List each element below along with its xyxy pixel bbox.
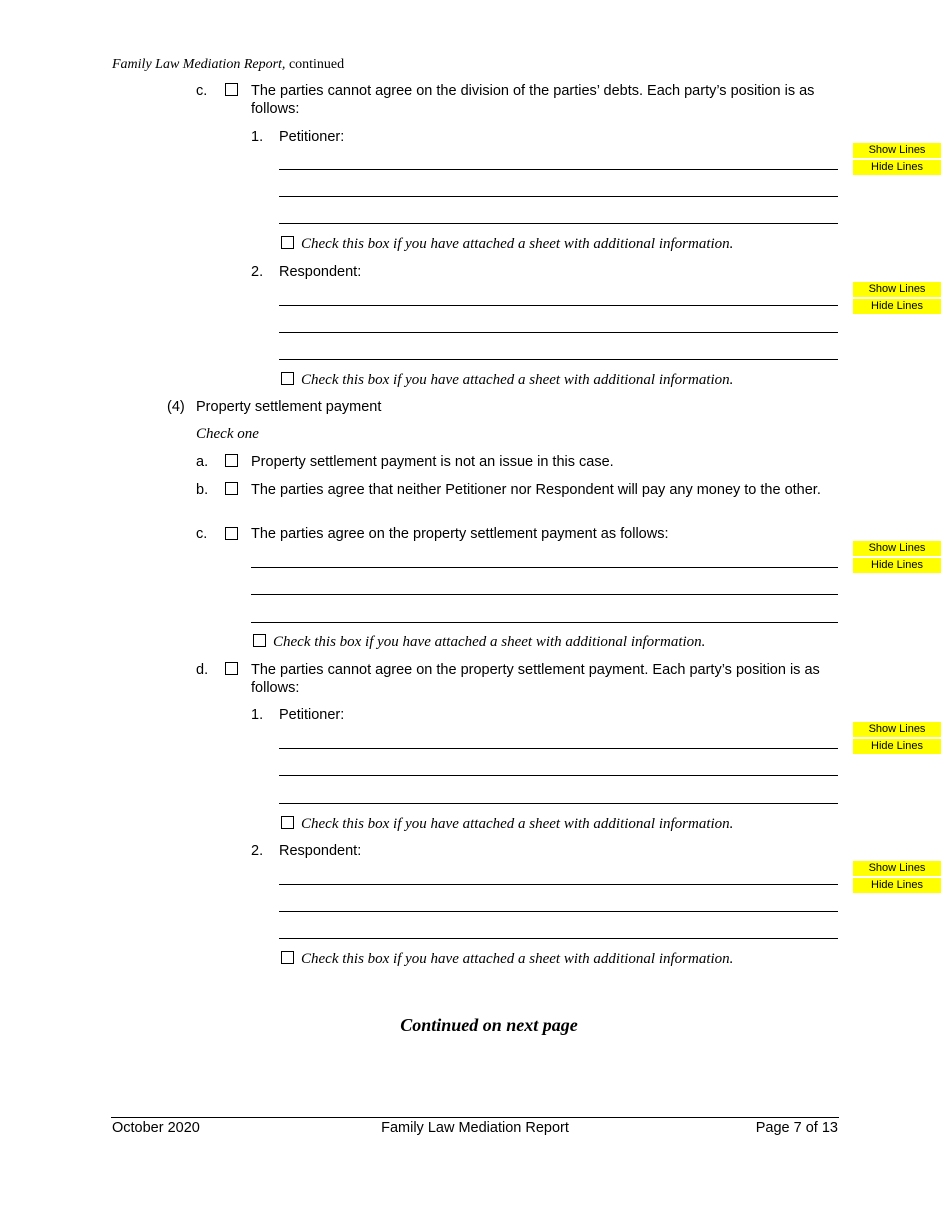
show-lines-button[interactable]: Show Lines: [853, 541, 941, 556]
payment-disagree-text: The parties cannot agree on the property settlement payment. Each party’s position is as follows:: [251, 662, 820, 696]
attach-checkbox[interactable]: [253, 634, 266, 647]
not-an-issue-checkbox[interactable]: [225, 454, 238, 467]
not-an-issue-text: Property settlement payment is not an issue in this case.: [251, 454, 614, 470]
hide-lines-button[interactable]: Hide Lines: [853, 739, 941, 754]
hide-lines-button[interactable]: Hide Lines: [853, 878, 941, 893]
petitioner-answer-line[interactable]: [279, 775, 838, 776]
debts-disagree-checkbox[interactable]: [225, 83, 238, 96]
petitioner-answer-line[interactable]: [279, 169, 838, 170]
hide-lines-button[interactable]: Hide Lines: [853, 160, 941, 175]
respondent-number: 2.: [251, 843, 264, 859]
petitioner-answer-line[interactable]: [279, 748, 838, 749]
petitioner-number: 1.: [251, 129, 264, 145]
agreement-answer-line[interactable]: [251, 594, 838, 595]
petitioner-label: Petitioner:: [279, 129, 345, 145]
attach-text: Check this box if you have attached a sheet with additional information.: [273, 634, 706, 650]
agree-payment-text: The parties agree on the property settlement payment as follows:: [251, 526, 669, 542]
petitioner-number: 1.: [251, 707, 264, 723]
respondent-label: Respondent:: [279, 843, 362, 859]
attach-text: Check this box if you have attached a sheet with additional information.: [301, 951, 734, 967]
continued-notice: Continued on next page: [400, 1015, 578, 1035]
respondent-answer-line[interactable]: [279, 359, 838, 360]
item-marker: b.: [196, 482, 209, 498]
item-marker: a.: [196, 454, 209, 470]
petitioner-answer-line[interactable]: [279, 803, 838, 804]
attach-checkbox[interactable]: [281, 951, 294, 964]
respondent-answer-line[interactable]: [279, 884, 838, 885]
page-header: [112, 56, 344, 74]
agreement-answer-line[interactable]: [251, 567, 838, 568]
agree-payment-checkbox[interactable]: [225, 527, 238, 540]
attach-checkbox[interactable]: [281, 236, 294, 249]
attach-checkbox[interactable]: [281, 816, 294, 829]
footer-divider: [111, 1117, 839, 1118]
hide-lines-button[interactable]: Hide Lines: [853, 299, 941, 314]
item-marker: c.: [196, 83, 208, 99]
agreement-answer-line[interactable]: [251, 622, 838, 623]
header-continued: continued: [285, 57, 345, 72]
respondent-answer-line[interactable]: [279, 911, 838, 912]
attach-checkbox[interactable]: [281, 372, 294, 385]
footer-date: October 2020: [112, 1120, 200, 1136]
petitioner-answer-line[interactable]: [279, 223, 838, 224]
respondent-answer-line[interactable]: [279, 938, 838, 939]
petitioner-answer-line[interactable]: [279, 196, 838, 197]
footer-title: Family Law Mediation Report: [381, 1120, 569, 1136]
show-lines-button[interactable]: Show Lines: [853, 143, 941, 158]
item-marker: d.: [196, 662, 209, 678]
payment-disagree-checkbox[interactable]: [225, 662, 238, 675]
debts-disagree-text: The parties cannot agree on the division of the parties’ debts. Each party’s position is as follows:: [251, 83, 815, 117]
show-lines-button[interactable]: Show Lines: [853, 861, 941, 876]
check-one-instruction: Check one: [196, 426, 259, 442]
attach-text: Check this box if you have attached a sheet with additional information.: [301, 372, 734, 388]
respondent-number: 2.: [251, 264, 264, 280]
show-lines-button[interactable]: Show Lines: [853, 722, 941, 737]
neither-pays-checkbox[interactable]: [225, 482, 238, 495]
section-title: Property settlement payment: [196, 399, 382, 415]
attach-text: Check this box if you have attached a sheet with additional information.: [301, 236, 734, 252]
hide-lines-button[interactable]: Hide Lines: [853, 558, 941, 573]
petitioner-label: Petitioner:: [279, 707, 345, 723]
respondent-label: Respondent:: [279, 264, 362, 280]
show-lines-button[interactable]: Show Lines: [853, 282, 941, 297]
header-title: Family Law Mediation Report,: [112, 57, 286, 72]
attach-text: Check this box if you have attached a sheet with additional information.: [301, 816, 734, 832]
neither-pays-text: The parties agree that neither Petitioner nor Respondent will pay any money to the other.: [251, 482, 821, 498]
item-marker: c.: [196, 526, 208, 542]
respondent-answer-line[interactable]: [279, 305, 838, 306]
section-number: (4): [167, 399, 185, 415]
respondent-answer-line[interactable]: [279, 332, 838, 333]
footer-page-number: Page 7 of 13: [755, 1120, 838, 1136]
